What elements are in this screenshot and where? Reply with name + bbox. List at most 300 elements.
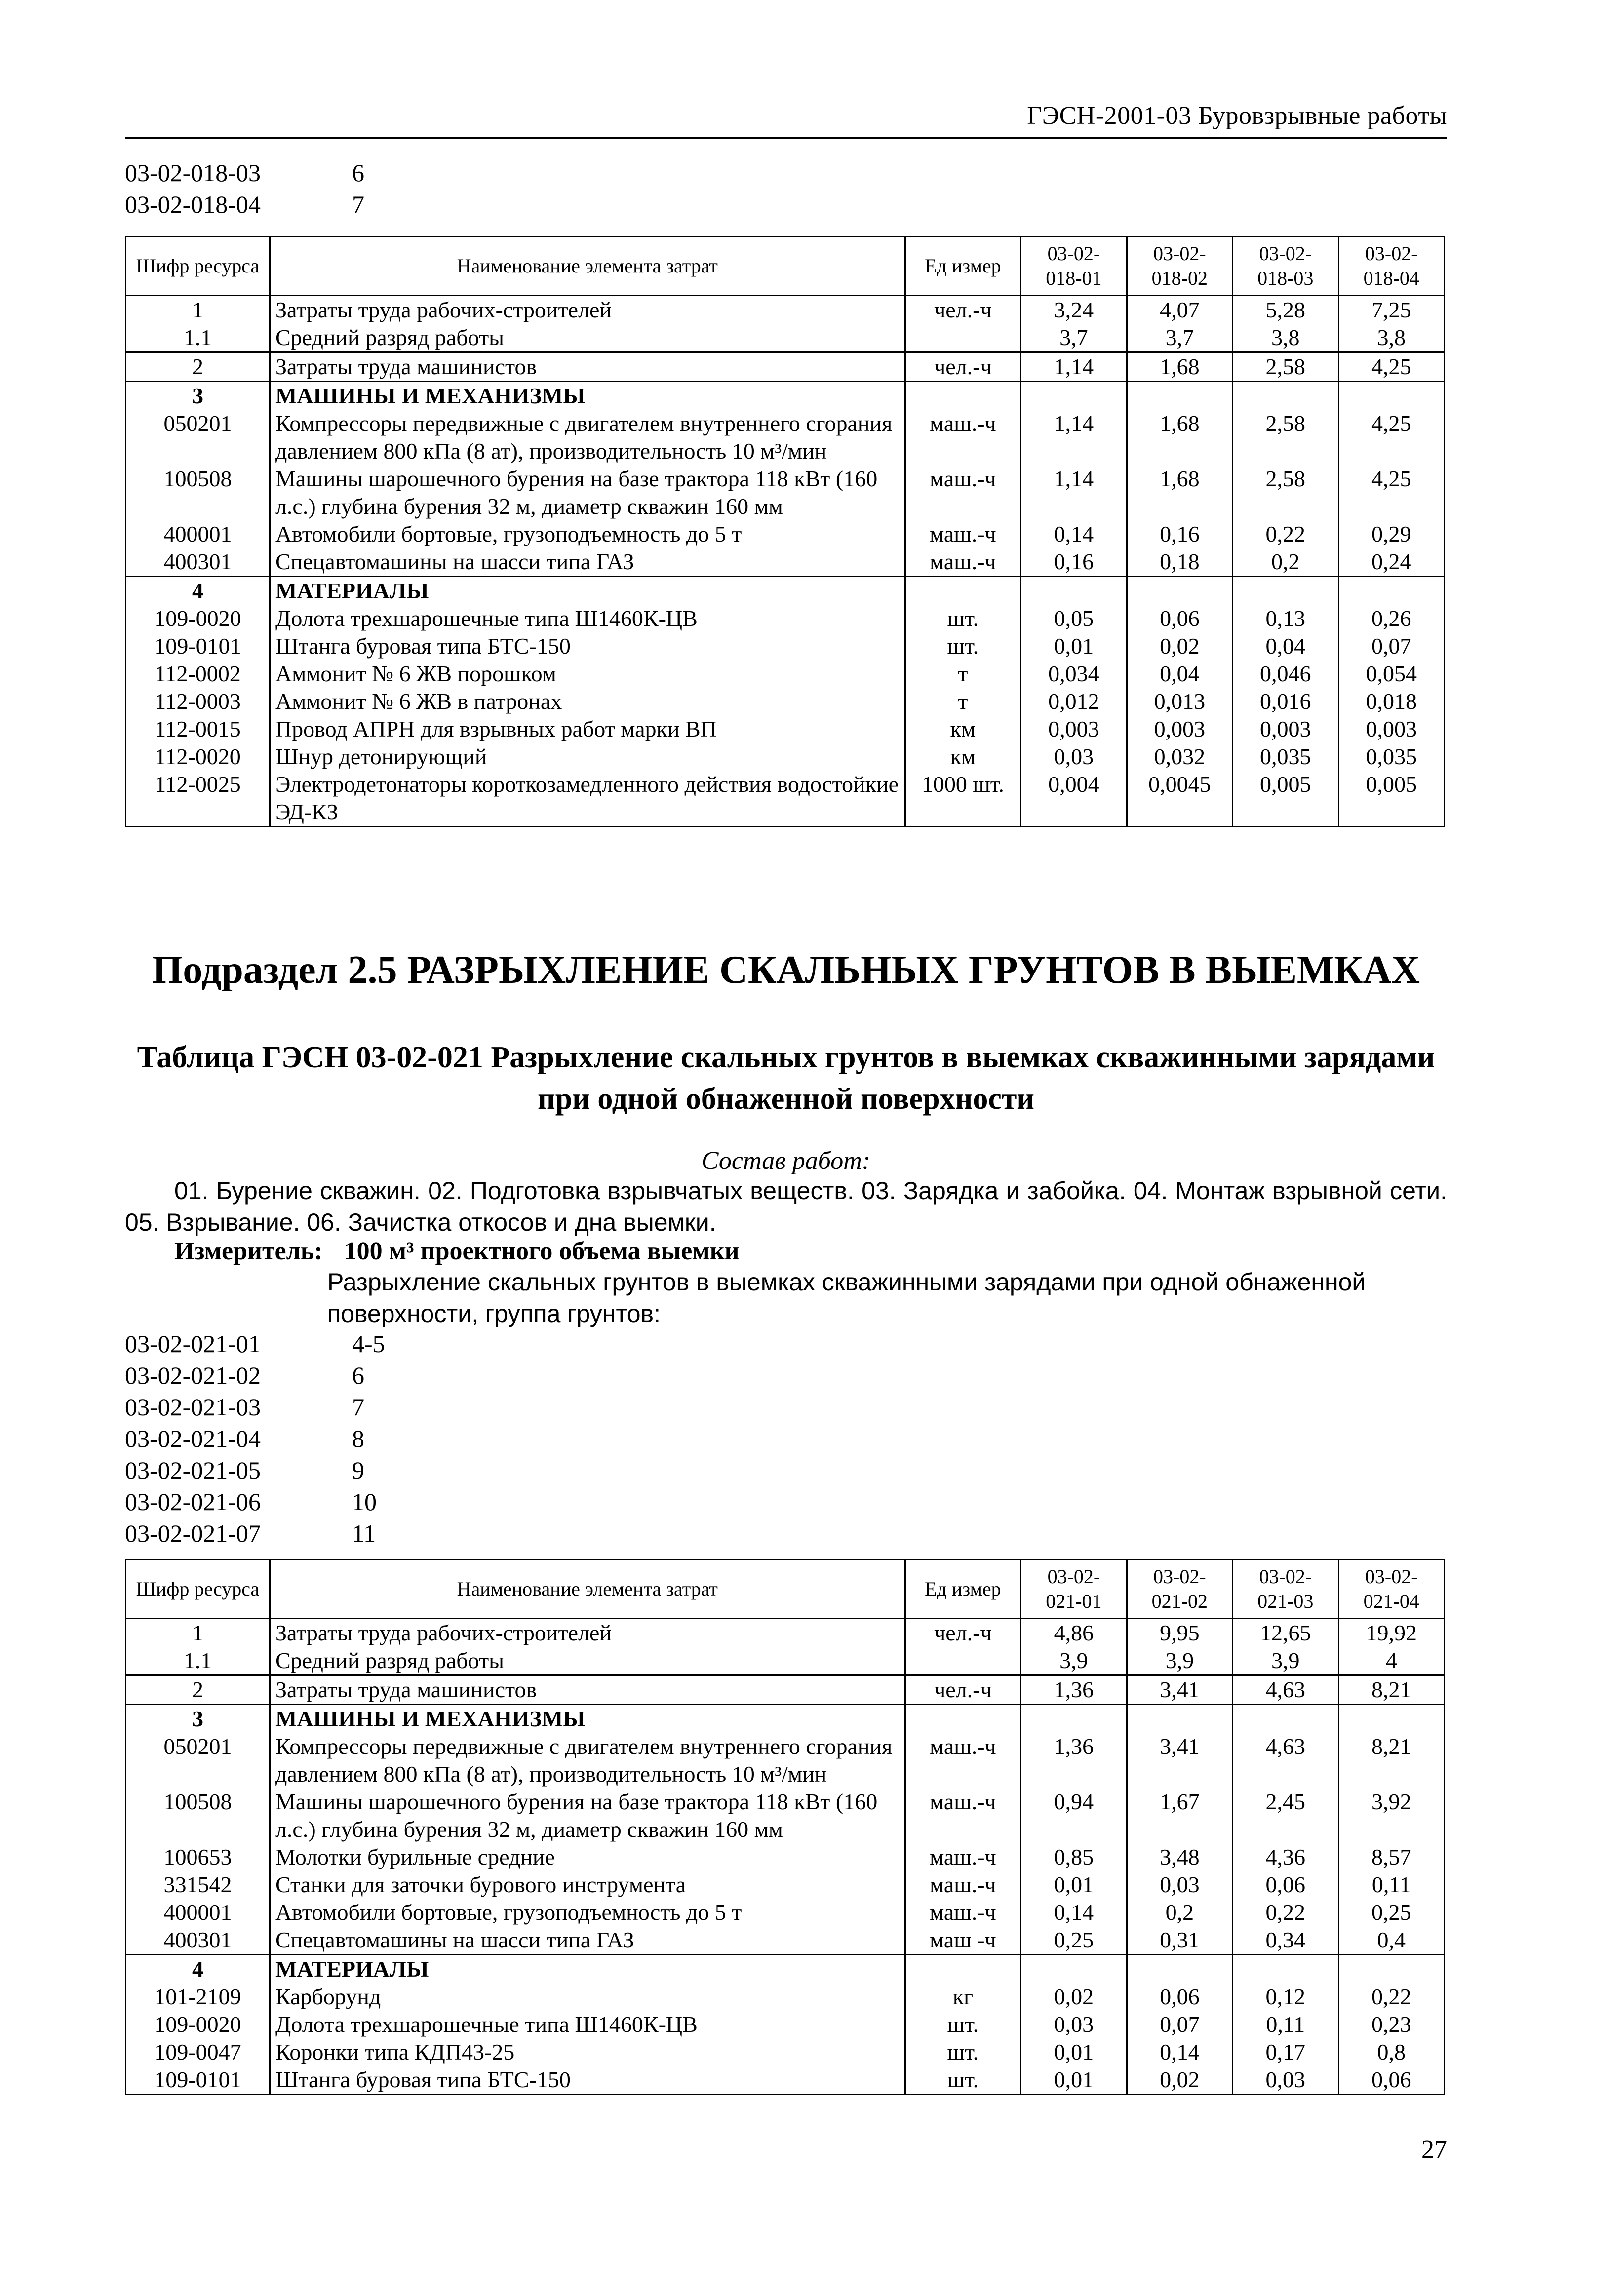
resource-value: 0,85 — [1021, 1843, 1127, 1871]
resource-value: 0,04 — [1127, 660, 1232, 688]
resource-code: 100653 — [126, 1843, 270, 1871]
resource-value: 0,2 — [1233, 548, 1338, 577]
resource-value: 0,25 — [1021, 1926, 1127, 1955]
resource-unit: км — [905, 743, 1021, 771]
resource-value: 0,0045 — [1127, 771, 1232, 827]
table-row — [126, 632, 1445, 660]
resource-code: 109-0020 — [126, 605, 270, 632]
table-row — [126, 743, 1445, 771]
resource-value — [1233, 1705, 1338, 1733]
table-row — [126, 2011, 1445, 2038]
resource-value: 0,16 — [1021, 548, 1127, 577]
resource-value: 0,02 — [1127, 632, 1232, 660]
resource-value: 3,41 — [1127, 1675, 1232, 1705]
resource-value: 1,36 — [1021, 1733, 1127, 1788]
resource-value: 0,06 — [1127, 1983, 1232, 2011]
resource-unit: 1000 шт. — [905, 771, 1021, 827]
resource-unit: маш.-ч — [905, 1788, 1021, 1843]
resource-value: 1,68 — [1127, 352, 1232, 382]
resource-value: 0,04 — [1233, 632, 1338, 660]
resource-value: 0,24 — [1338, 548, 1445, 577]
resource-unit — [905, 1955, 1021, 1984]
resource-value: 0,34 — [1233, 1926, 1338, 1955]
resource-value: 0,4 — [1338, 1926, 1445, 1955]
resource-value: 0,035 — [1338, 743, 1445, 771]
resource-unit: маш.-ч — [905, 1871, 1021, 1899]
table-row — [126, 520, 1445, 548]
resource-value: 8,21 — [1338, 1733, 1445, 1788]
table-row — [126, 1705, 1445, 1733]
resource-value: 1,68 — [1127, 465, 1232, 520]
resource-code: 1 — [126, 296, 270, 324]
resource-value: 0,06 — [1233, 1871, 1338, 1899]
header-name: Наименование элемента затрат — [270, 1560, 905, 1619]
resource-value: 0,22 — [1338, 1983, 1445, 2011]
resource-value: 0,01 — [1021, 1871, 1127, 1899]
norm-code-value: 7 — [352, 1393, 364, 1421]
resource-value: 0,03 — [1127, 1871, 1232, 1899]
norm-description: Разрыхление скальных грунтов в выемках скважинными зарядами при одной обнаженной поверхности, группа грунтов: — [327, 1268, 1366, 1327]
resource-value: 4,07 — [1127, 296, 1232, 324]
table-row — [126, 1675, 1445, 1705]
resource-code: 4 — [126, 1955, 270, 1984]
resource-unit: чел.-ч — [905, 352, 1021, 382]
norm-code: 03-02-021-04 — [125, 1425, 261, 1452]
header-norm-code: 03-02- 021-02 — [1127, 1560, 1232, 1619]
resource-value — [1338, 1955, 1445, 1984]
table-row — [126, 605, 1445, 632]
resource-value: 0,01 — [1021, 632, 1127, 660]
resource-value — [1021, 1705, 1127, 1733]
resource-unit: чел.-ч — [905, 1619, 1021, 1647]
resource-code: 100508 — [126, 465, 270, 520]
resource-value: 0,07 — [1127, 2011, 1232, 2038]
table-row — [126, 410, 1445, 465]
resource-name: Карборунд — [270, 1983, 905, 2011]
resource-name: Затраты труда машинистов — [270, 352, 905, 382]
table-row — [126, 296, 1445, 324]
norm-code: 03-02-021-02 — [125, 1362, 261, 1389]
resource-value: 0,06 — [1338, 2066, 1445, 2095]
resource-unit: маш.-ч — [905, 465, 1021, 520]
code-row — [125, 157, 451, 189]
resource-code: 1.1 — [126, 1647, 270, 1675]
norm-code-value: 4-5 — [352, 1330, 385, 1358]
resource-value — [1233, 1955, 1338, 1984]
table-row — [126, 688, 1445, 715]
resource-code: 109-0020 — [126, 2011, 270, 2038]
table-row — [126, 1926, 1445, 1955]
resource-code: 112-0003 — [126, 688, 270, 715]
resource-value: 0,03 — [1021, 2011, 1127, 2038]
resource-value: 0,12 — [1233, 1983, 1338, 2011]
resource-code: 112-0020 — [126, 743, 270, 771]
resource-value: 3,92 — [1338, 1788, 1445, 1843]
resource-unit: шт. — [905, 2011, 1021, 2038]
resource-value: 0,22 — [1233, 1899, 1338, 1926]
resource-code: 400301 — [126, 548, 270, 577]
norm-code: 03-02-021-03 — [125, 1393, 261, 1421]
top-code-list — [125, 157, 451, 220]
resource-value: 2,45 — [1233, 1788, 1338, 1843]
resource-code: 4 — [126, 577, 270, 605]
norm-code: 03-02-021-07 — [125, 1519, 261, 1547]
table-title: Таблица ГЭСН 03-02-021 Разрыхление скальных грунтов в выемках скважинными зарядами при одной обнаженной поверхности — [137, 1041, 1435, 1116]
code-row — [125, 189, 451, 220]
table-row — [126, 715, 1445, 743]
table-row — [126, 771, 1445, 827]
table-row — [126, 382, 1445, 410]
resource-value: 3,7 — [1021, 324, 1127, 352]
resource-value: 0,02 — [1021, 1983, 1127, 2011]
resource-code: 3 — [126, 1705, 270, 1733]
resource-code: 100508 — [126, 1788, 270, 1843]
resource-name: Средний разряд работы — [270, 324, 905, 352]
table-row — [126, 2066, 1445, 2095]
resource-unit — [905, 1647, 1021, 1675]
header-code: Шифр ресурса — [126, 1560, 270, 1619]
resource-code: 101-2109 — [126, 1983, 270, 2011]
header-norm-code: 03-02- 018-04 — [1338, 237, 1445, 296]
running-header: ГЭСН-2001-03 Буровзрывные работы — [1027, 102, 1447, 130]
resource-value: 1,36 — [1021, 1675, 1127, 1705]
resource-code: 400001 — [126, 1899, 270, 1926]
resource-value: 0,14 — [1021, 520, 1127, 548]
resource-name: Машины шарошечного бурения на базе трактора 118 кВт (160 л.с.) глубина бурения 32 м, диаметр скважин 160 мм — [270, 1788, 905, 1843]
norm-code-value: 10 — [352, 1488, 377, 1516]
resource-value: 0,2 — [1127, 1899, 1232, 1926]
resource-value: 0,032 — [1127, 743, 1232, 771]
header-code: Шифр ресурса — [126, 237, 270, 296]
resource-name: МАШИНЫ И МЕХАНИЗМЫ — [270, 1705, 905, 1733]
resource-code: 112-0015 — [126, 715, 270, 743]
meter-label: Измеритель: — [174, 1237, 323, 1265]
resource-code: 1 — [126, 1619, 270, 1647]
resource-value: 0,004 — [1021, 771, 1127, 827]
resource-value: 1,14 — [1021, 465, 1127, 520]
resource-value: 3,48 — [1127, 1843, 1232, 1871]
resource-code: 2 — [126, 352, 270, 382]
resource-value: 3,9 — [1127, 1647, 1232, 1675]
header-norm-code: 03-02- 021-01 — [1021, 1560, 1127, 1619]
resource-unit: чел.-ч — [905, 1675, 1021, 1705]
resource-value: 0,013 — [1127, 688, 1232, 715]
resource-unit: маш.-ч — [905, 1843, 1021, 1871]
header-norm-code: 03-02- 018-02 — [1127, 237, 1232, 296]
resource-value: 2,58 — [1233, 410, 1338, 465]
resource-value: 0,17 — [1233, 2038, 1338, 2066]
resource-unit: чел.-ч — [905, 296, 1021, 324]
resource-value: 4,86 — [1021, 1619, 1127, 1647]
resource-table-021 — [125, 1559, 1445, 2095]
resource-name: МАШИНЫ И МЕХАНИЗМЫ — [270, 382, 905, 410]
resource-value — [1233, 382, 1338, 410]
resource-value: 1,67 — [1127, 1788, 1232, 1843]
table-row — [126, 1983, 1445, 2011]
resource-unit: т — [905, 688, 1021, 715]
header-norm-code: 03-02- 021-04 — [1338, 1560, 1445, 1619]
resource-value: 19,92 — [1338, 1619, 1445, 1647]
resource-unit — [905, 382, 1021, 410]
resource-unit: т — [905, 660, 1021, 688]
resource-name: Аммонит № 6 ЖВ в патронах — [270, 688, 905, 715]
resource-value: 0,003 — [1021, 715, 1127, 743]
resource-value: 0,8 — [1338, 2038, 1445, 2066]
resource-value: 0,94 — [1021, 1788, 1127, 1843]
norm-code: 03-02-018-04 — [125, 191, 261, 218]
resource-name: Автомобили бортовые, грузоподъемность до 5 т — [270, 520, 905, 548]
resource-name: Долота трехшарошечные типа Ш1460К-ЦВ — [270, 2011, 905, 2038]
resource-name: Средний разряд работы — [270, 1647, 905, 1675]
resource-name: Автомобили бортовые, грузоподъемность до 5 т — [270, 1899, 905, 1926]
resource-unit: шт. — [905, 632, 1021, 660]
resource-value: 3,24 — [1021, 296, 1127, 324]
resource-code: 112-0002 — [126, 660, 270, 688]
resource-value: 0,003 — [1127, 715, 1232, 743]
resource-code: 400301 — [126, 1926, 270, 1955]
resource-value: 1,68 — [1127, 410, 1232, 465]
resource-value: 0,13 — [1233, 605, 1338, 632]
resource-value: 3,41 — [1127, 1733, 1232, 1788]
resource-name: Штанга буровая типа БТС-150 — [270, 632, 905, 660]
resource-name: МАТЕРИАЛЫ — [270, 577, 905, 605]
resource-name: Затраты труда рабочих-строителей — [270, 1619, 905, 1647]
resource-code: 109-0047 — [126, 2038, 270, 2066]
resource-value: 3,8 — [1233, 324, 1338, 352]
norm-code-value: 11 — [352, 1519, 376, 1547]
resource-value: 4,36 — [1233, 1843, 1338, 1871]
page-number: 27 — [1421, 2136, 1447, 2164]
table-header-row — [126, 237, 1445, 296]
resource-value — [1233, 577, 1338, 605]
resource-name: Аммонит № 6 ЖВ порошком — [270, 660, 905, 688]
resource-code: 050201 — [126, 1733, 270, 1788]
resource-value — [1127, 1955, 1232, 1984]
resource-value: 0,25 — [1338, 1899, 1445, 1926]
norm-code: 03-02-021-01 — [125, 1330, 261, 1358]
resource-value — [1338, 577, 1445, 605]
table-row — [126, 1788, 1445, 1843]
table-row — [126, 352, 1445, 382]
resource-value — [1021, 382, 1127, 410]
resource-value: 0,01 — [1021, 2038, 1127, 2066]
resource-value: 0,14 — [1021, 1899, 1127, 1926]
resource-value: 0,018 — [1338, 688, 1445, 715]
code-row — [125, 1454, 451, 1486]
resource-name: Штанга буровая типа БТС-150 — [270, 2066, 905, 2095]
resource-value: 0,01 — [1021, 2066, 1127, 2095]
resource-name: Станки для заточки бурового инструмента — [270, 1871, 905, 1899]
table-row — [126, 1843, 1445, 1871]
subsection-title: Подраздел 2.5 РАЗРЫХЛЕНИЕ СКАЛЬНЫХ ГРУНТОВ В ВЫЕМКАХ — [152, 948, 1420, 992]
resource-unit: км — [905, 715, 1021, 743]
resource-unit: шт. — [905, 2038, 1021, 2066]
resource-value: 0,005 — [1338, 771, 1445, 827]
header-unit: Ед измер — [905, 237, 1021, 296]
resource-value: 0,02 — [1127, 2066, 1232, 2095]
header-rule — [125, 137, 1447, 139]
norm-code: 03-02-021-06 — [125, 1488, 261, 1516]
resource-value — [1127, 1705, 1232, 1733]
resource-value: 3,7 — [1127, 324, 1232, 352]
norm-code-list — [125, 1328, 451, 1549]
resource-name: Спецавтомашины на шасси типа ГАЗ — [270, 1926, 905, 1955]
resource-value: 3,8 — [1338, 324, 1445, 352]
resource-unit — [905, 1705, 1021, 1733]
header-norm-code: 03-02- 018-03 — [1233, 237, 1338, 296]
resource-name: Долота трехшарошечные типа Ш1460К-ЦВ — [270, 605, 905, 632]
resource-code: 109-0101 — [126, 2066, 270, 2095]
resource-unit: маш.-ч — [905, 520, 1021, 548]
resource-value — [1127, 577, 1232, 605]
resource-value: 8,57 — [1338, 1843, 1445, 1871]
resource-value: 3,9 — [1233, 1647, 1338, 1675]
table-row — [126, 1955, 1445, 1984]
resource-value: 0,03 — [1233, 2066, 1338, 2095]
resource-code: 3 — [126, 382, 270, 410]
resource-value: 0,16 — [1127, 520, 1232, 548]
resource-value: 0,005 — [1233, 771, 1338, 827]
resource-value: 0,29 — [1338, 520, 1445, 548]
resource-unit: шт. — [905, 605, 1021, 632]
meter-value: 100 м³ проектного объема выемки — [344, 1237, 740, 1265]
resource-unit — [905, 324, 1021, 352]
resource-name: Молотки бурильные средние — [270, 1843, 905, 1871]
resource-value: 0,003 — [1338, 715, 1445, 743]
resource-value: 4,25 — [1338, 465, 1445, 520]
resource-name: МАТЕРИАЛЫ — [270, 1955, 905, 1984]
resource-unit: маш.-ч — [905, 1899, 1021, 1926]
resource-unit — [905, 577, 1021, 605]
resource-name: Спецавтомашины на шасси типа ГАЗ — [270, 548, 905, 577]
resource-value: 0,18 — [1127, 548, 1232, 577]
resource-code: 109-0101 — [126, 632, 270, 660]
resource-code: 050201 — [126, 410, 270, 465]
resource-unit: маш.-ч — [905, 1733, 1021, 1788]
header-norm-code: 03-02- 018-01 — [1021, 237, 1127, 296]
header-unit: Ед измер — [905, 1560, 1021, 1619]
resource-value: 0,31 — [1127, 1926, 1232, 1955]
resource-value: 4,25 — [1338, 352, 1445, 382]
table-row — [126, 1647, 1445, 1675]
resource-unit: маш -ч — [905, 1926, 1021, 1955]
resource-value: 0,034 — [1021, 660, 1127, 688]
resource-unit: кг — [905, 1983, 1021, 2011]
resource-value: 2,58 — [1233, 465, 1338, 520]
code-row — [125, 1423, 451, 1454]
resource-unit: шт. — [905, 2066, 1021, 2095]
resource-code: 112-0025 — [126, 771, 270, 827]
composition-title: Состав работ: — [701, 1147, 871, 1175]
resource-value: 4,63 — [1233, 1733, 1338, 1788]
resource-unit: маш.-ч — [905, 410, 1021, 465]
resource-value: 4,63 — [1233, 1675, 1338, 1705]
resource-unit: маш.-ч — [905, 548, 1021, 577]
resource-code: 1.1 — [126, 324, 270, 352]
header-norm-code: 03-02- 021-03 — [1233, 1560, 1338, 1619]
resource-value: 0,06 — [1127, 605, 1232, 632]
resource-value: 8,21 — [1338, 1675, 1445, 1705]
resource-value: 7,25 — [1338, 296, 1445, 324]
code-row — [125, 1391, 451, 1423]
table-header-row — [126, 1560, 1445, 1619]
resource-value: 0,003 — [1233, 715, 1338, 743]
resource-table-018 — [125, 236, 1445, 827]
resource-value: 4,25 — [1338, 410, 1445, 465]
table-row — [126, 1899, 1445, 1926]
norm-code-value: 9 — [352, 1456, 364, 1484]
resource-name: Провод АПРН для взрывных работ марки ВП — [270, 715, 905, 743]
resource-value: 0,11 — [1233, 2011, 1338, 2038]
resource-code: 331542 — [126, 1871, 270, 1899]
resource-value: 9,95 — [1127, 1619, 1232, 1647]
resource-value: 0,035 — [1233, 743, 1338, 771]
table-row — [126, 660, 1445, 688]
table-row — [126, 2038, 1445, 2066]
table-row — [126, 1871, 1445, 1899]
table-row — [126, 577, 1445, 605]
resource-value — [1338, 1705, 1445, 1733]
resource-name: Компрессоры передвижные с двигателем внутреннего сгорания давлением 800 кПа (8 ат), производительность 10 м³/мин — [270, 1733, 905, 1788]
resource-value: 0,14 — [1127, 2038, 1232, 2066]
resource-code: 2 — [126, 1675, 270, 1705]
code-row — [125, 1360, 451, 1391]
resource-value: 0,23 — [1338, 2011, 1445, 2038]
resource-value: 0,012 — [1021, 688, 1127, 715]
resource-value — [1021, 577, 1127, 605]
resource-name: Компрессоры передвижные с двигателем внутреннего сгорания давлением 800 кПа (8 ат), производительность 10 м³/мин — [270, 410, 905, 465]
norm-code-value: 6 — [352, 1362, 364, 1389]
resource-name: Коронки типа КДП43-25 — [270, 2038, 905, 2066]
table-row — [126, 465, 1445, 520]
resource-value: 1,14 — [1021, 410, 1127, 465]
norm-code: 03-02-018-03 — [125, 159, 261, 187]
norm-code: 03-02-021-05 — [125, 1456, 261, 1484]
composition-text: 01. Бурение скважин. 02. Подготовка взрывчатых веществ. 03. Зарядка и забойка. 04. Монтаж взрывной сети. 05. Взрывание. 06. Зачистка откосов и дна выемки. — [125, 1177, 1447, 1236]
resource-value: 0,046 — [1233, 660, 1338, 688]
table-row — [126, 1619, 1445, 1647]
meter-line — [174, 1237, 740, 1266]
resource-value — [1127, 382, 1232, 410]
resource-value: 0,016 — [1233, 688, 1338, 715]
norm-code-value: 7 — [352, 191, 364, 218]
code-row — [125, 1328, 451, 1360]
resource-value: 0,26 — [1338, 605, 1445, 632]
table-row — [126, 324, 1445, 352]
code-row — [125, 1518, 451, 1549]
norm-code-value: 8 — [352, 1425, 364, 1452]
resource-value — [1338, 382, 1445, 410]
resource-value — [1021, 1955, 1127, 1984]
resource-name: Затраты труда рабочих-строителей — [270, 296, 905, 324]
resource-value: 0,22 — [1233, 520, 1338, 548]
resource-value: 3,9 — [1021, 1647, 1127, 1675]
resource-value: 4 — [1338, 1647, 1445, 1675]
table-row — [126, 548, 1445, 577]
resource-value: 1,14 — [1021, 352, 1127, 382]
resource-value: 0,054 — [1338, 660, 1445, 688]
resource-name: Электродетонаторы короткозамедленного действия водостойкие ЭД-КЗ — [270, 771, 905, 827]
norm-code-value: 6 — [352, 159, 364, 187]
resource-name: Затраты труда машинистов — [270, 1675, 905, 1705]
resource-code: 400001 — [126, 520, 270, 548]
resource-value: 2,58 — [1233, 352, 1338, 382]
resource-value: 0,07 — [1338, 632, 1445, 660]
resource-value: 12,65 — [1233, 1619, 1338, 1647]
resource-value: 0,11 — [1338, 1871, 1445, 1899]
table-row — [126, 1733, 1445, 1788]
resource-value: 0,03 — [1021, 743, 1127, 771]
